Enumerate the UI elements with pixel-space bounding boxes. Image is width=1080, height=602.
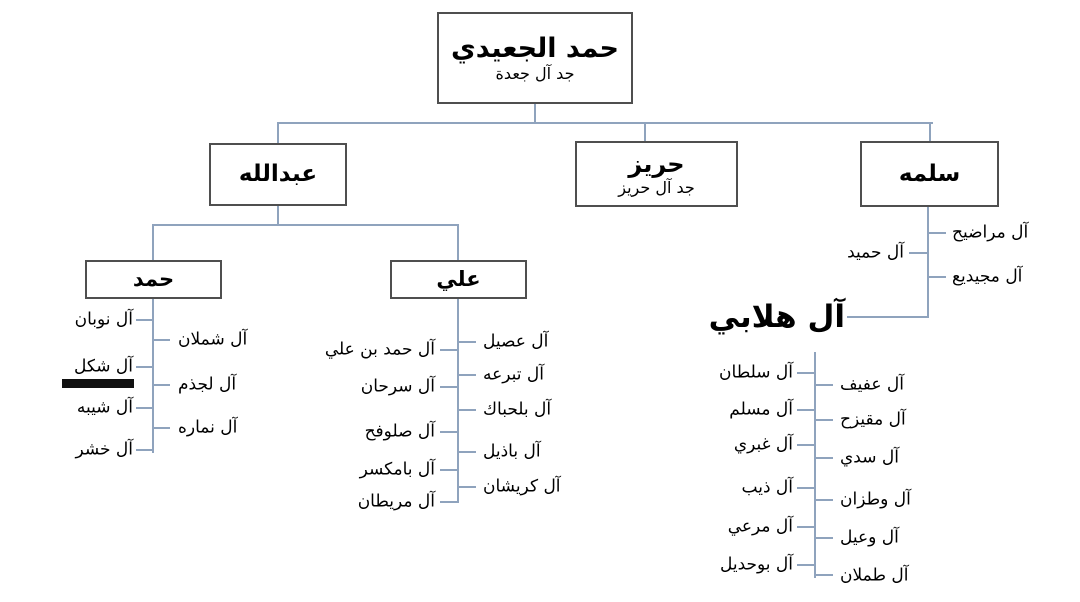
tick-ali-right-0 (458, 341, 476, 343)
leaf-al-muqayzih: آل مقيزح (840, 409, 906, 430)
tick-halabi-left-5 (797, 564, 815, 566)
connector-root-drop (534, 104, 536, 123)
leaf-al-watzan: آل وطزان (840, 489, 911, 510)
leaf-al-shaybah: آل شيبه (76, 397, 133, 418)
leaf-al-maradih: آل مراضيح (952, 222, 1029, 243)
tick-halabi-right-3 (815, 499, 833, 501)
leaf-al-muraytan: آل مريطان (357, 491, 435, 512)
leaf-al-buhdayl: آل بوحديل (719, 554, 793, 575)
leaf-al-ghabri: آل غبري (733, 434, 793, 455)
tick-salmah-right-1 (928, 276, 946, 278)
leaf-al-shamlan: آل شملان (178, 329, 248, 350)
halabi-heading: آل هلابي (708, 299, 845, 335)
leaf-al-dhib: آل ذيب (741, 477, 793, 498)
connector-ali-stub (457, 224, 459, 260)
tick-halabi-left-2 (797, 444, 815, 446)
leaf-al-muslim: آل مسلم (729, 399, 793, 420)
node-hariz-subtitle: جد آل حريز (618, 178, 695, 198)
tick-salmah-right-0 (928, 232, 946, 234)
connector-salmah-stub (929, 122, 931, 141)
node-salmah (860, 141, 999, 207)
leaf-al-hamid: آل حميد (847, 242, 904, 263)
redaction-bar (62, 379, 134, 388)
tick-hamad-left-0 (136, 319, 153, 321)
node-ali-title: علي (436, 267, 481, 292)
tick-hamad-right-1 (153, 384, 170, 386)
leaf-al-salufah: آل صلوفح (364, 421, 435, 442)
node-abdullah-title: عبدالله (238, 161, 318, 188)
tick-halabi-left-3 (797, 487, 815, 489)
node-hamad-aljuaidi (437, 12, 633, 104)
leaf-al-usayl: آل عصيل (483, 331, 549, 352)
connector-abdullah-children-horizontal (152, 224, 459, 226)
connector-salmah-spine (927, 207, 929, 318)
node-salmah-title: سلمه (898, 160, 961, 187)
tick-halabi-right-0 (815, 384, 833, 386)
leaf-al-lajdham: آل لجذم (178, 374, 237, 395)
leaf-al-namarah: آل نماره (178, 417, 238, 438)
tick-ali-left-1 (440, 386, 458, 388)
tick-ali-left-4 (440, 501, 458, 503)
node-hariz (575, 141, 738, 207)
node-hamad-aljuaidi-subtitle: جد آل جعدة (495, 63, 575, 83)
tick-hamad-right-2 (153, 427, 170, 429)
leaf-al-sarhan: آل سرحان (360, 376, 435, 397)
leaf-al-khashr: آل خشر (75, 439, 133, 460)
connector-halabi-link (847, 316, 929, 318)
leaf-al-mujaydia: آل مجيديع (952, 266, 1023, 287)
leaf-al-wail: آل وعيل (840, 527, 899, 548)
tick-salmah-left-0 (909, 252, 927, 254)
tick-halabi-left-1 (797, 409, 815, 411)
connector-gen2-horizontal (277, 122, 933, 124)
tick-halabi-right-1 (815, 419, 833, 421)
leaf-al-kurayshan: آل كريشان (483, 476, 561, 497)
tick-ali-right-2 (458, 409, 476, 411)
connector-ali-spine (457, 299, 459, 503)
tick-hamad-left-3 (136, 449, 153, 451)
node-ali (390, 260, 527, 299)
node-hamad-title: حمد (132, 267, 175, 292)
tick-hamad-right-0 (153, 339, 170, 341)
connector-hariz-stub (644, 122, 646, 142)
leaf-al-hamad-bin-ali: آل حمد بن علي (324, 339, 435, 360)
leaf-al-nawban: آل نوبان (74, 309, 133, 330)
leaf-al-afif: آل عفيف (840, 374, 904, 395)
tick-halabi-left-0 (797, 372, 815, 374)
leaf-al-tabraah: آل تبرعه (483, 364, 544, 385)
connector-abdullah-stub (277, 122, 279, 143)
tick-halabi-right-5 (815, 574, 833, 576)
leaf-al-marai: آل مرعي (727, 516, 793, 537)
tick-ali-left-3 (440, 469, 458, 471)
tick-ali-left-2 (440, 431, 458, 433)
leaf-al-sadi: آل سدي (840, 447, 899, 468)
node-abdullah (209, 143, 347, 206)
connector-abdullah-drop (277, 206, 279, 225)
leaf-al-tamlan: آل طملان (840, 565, 909, 586)
connector-hamad-stub (152, 224, 154, 260)
tick-hamad-left-1 (136, 366, 153, 368)
tick-ali-right-4 (458, 486, 476, 488)
connector-hamad-spine (152, 299, 154, 453)
leaf-al-badhil: آل باذيل (483, 441, 541, 462)
leaf-al-bamaksar: آل بامكسر (359, 459, 435, 480)
tick-halabi-left-4 (797, 526, 815, 528)
leaf-al-balahbak: آل بلحباك (483, 399, 552, 420)
tick-halabi-right-2 (815, 457, 833, 459)
node-hariz-title: حريز (628, 149, 685, 178)
tick-ali-left-0 (440, 349, 458, 351)
tick-halabi-right-4 (815, 537, 833, 539)
leaf-al-sultan: آل سلطان (719, 362, 793, 383)
node-hamad-aljuaidi-title: حمد الجعيدي (451, 32, 620, 64)
node-hamad (85, 260, 222, 299)
leaf-al-shakl: آل شكل (74, 356, 133, 377)
tick-ali-right-3 (458, 451, 476, 453)
tick-ali-right-1 (458, 374, 476, 376)
tick-hamad-left-2 (136, 407, 153, 409)
